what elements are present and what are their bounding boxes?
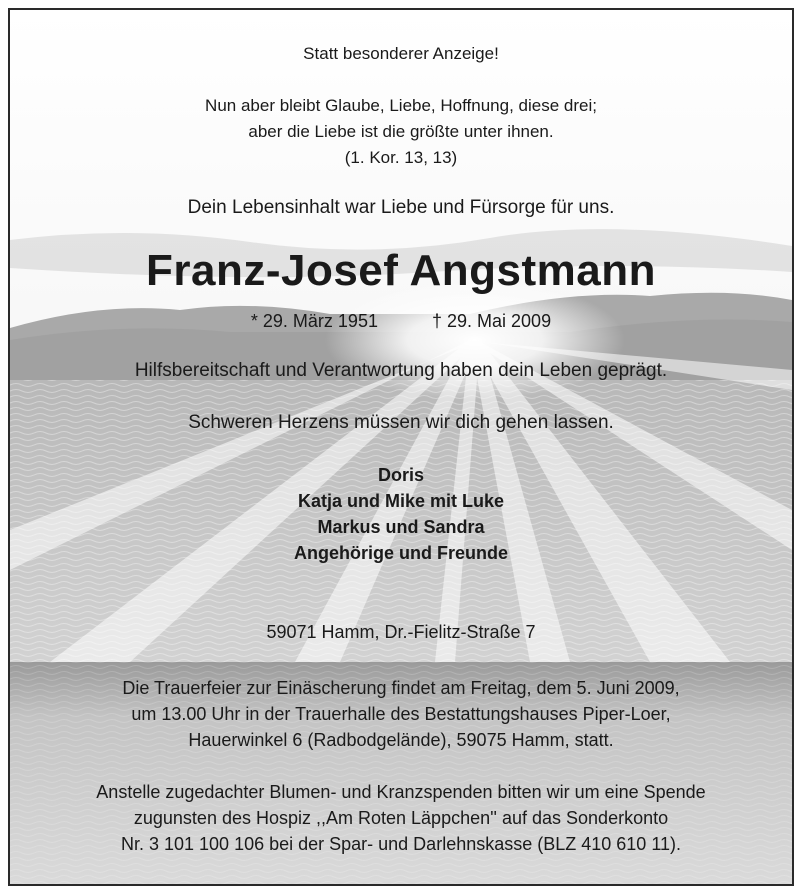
donation-line-3: Nr. 3 101 100 106 bei der Spar- und Darlehnskasse (BLZ 410 610 11). [120,834,681,854]
donation-line-2: zugunsten des Hospiz ,,Am Roten Läppchen'' auf das Sonderkonto [133,808,669,828]
mourner-name: Katja und Mike mit Luke [297,491,505,511]
birth-date: * 29. März 1951 [250,311,378,331]
mourner-name: Angehörige und Freunde [294,543,508,563]
ceremony-line-2: um 13.00 Uhr in der Trauerhalle des Bestattungshauses Piper-Loer, [131,704,671,724]
deceased-name: Franz-Josef Angstmann [145,246,657,295]
death-date: † 29. Mai 2009 [432,311,552,331]
ceremony-line-1: Die Trauerfeier zur Einäscherung findet am Freitag, dem 5. Juni 2009, [122,678,680,698]
verse-reference: (1. Kor. 13, 13) [344,148,458,167]
dedication: Dein Lebensinhalt war Liebe und Fürsorge für uns. [187,197,615,218]
verse-line-1: Nun aber bleibt Glaube, Liebe, Hoffnung, diese drei; [205,96,597,115]
verse-line-2: aber die Liebe ist die größte unter ihnen. [248,122,554,141]
header-notice: Statt besonderer Anzeige! [303,44,499,63]
ceremony-line-3: Hauerwinkel 6 (Radbodgelände), 59075 Hamm, statt. [188,730,614,750]
tribute-line: Hilfsbereitschaft und Verantwortung haben dein Leben geprägt. [134,360,668,381]
farewell-line: Schweren Herzens müssen wir dich gehen lassen. [188,412,614,433]
life-dates [10,308,792,334]
mourner-name: Markus und Sandra [317,517,485,537]
family-address: 59071 Hamm, Dr.-Fielitz-Straße 7 [266,622,536,642]
obituary-card [8,8,794,886]
mourner-name: Doris [377,465,424,485]
donation-line-1: Anstelle zugedachter Blumen- und Kranzspenden bitten wir um eine Spende [96,782,706,802]
